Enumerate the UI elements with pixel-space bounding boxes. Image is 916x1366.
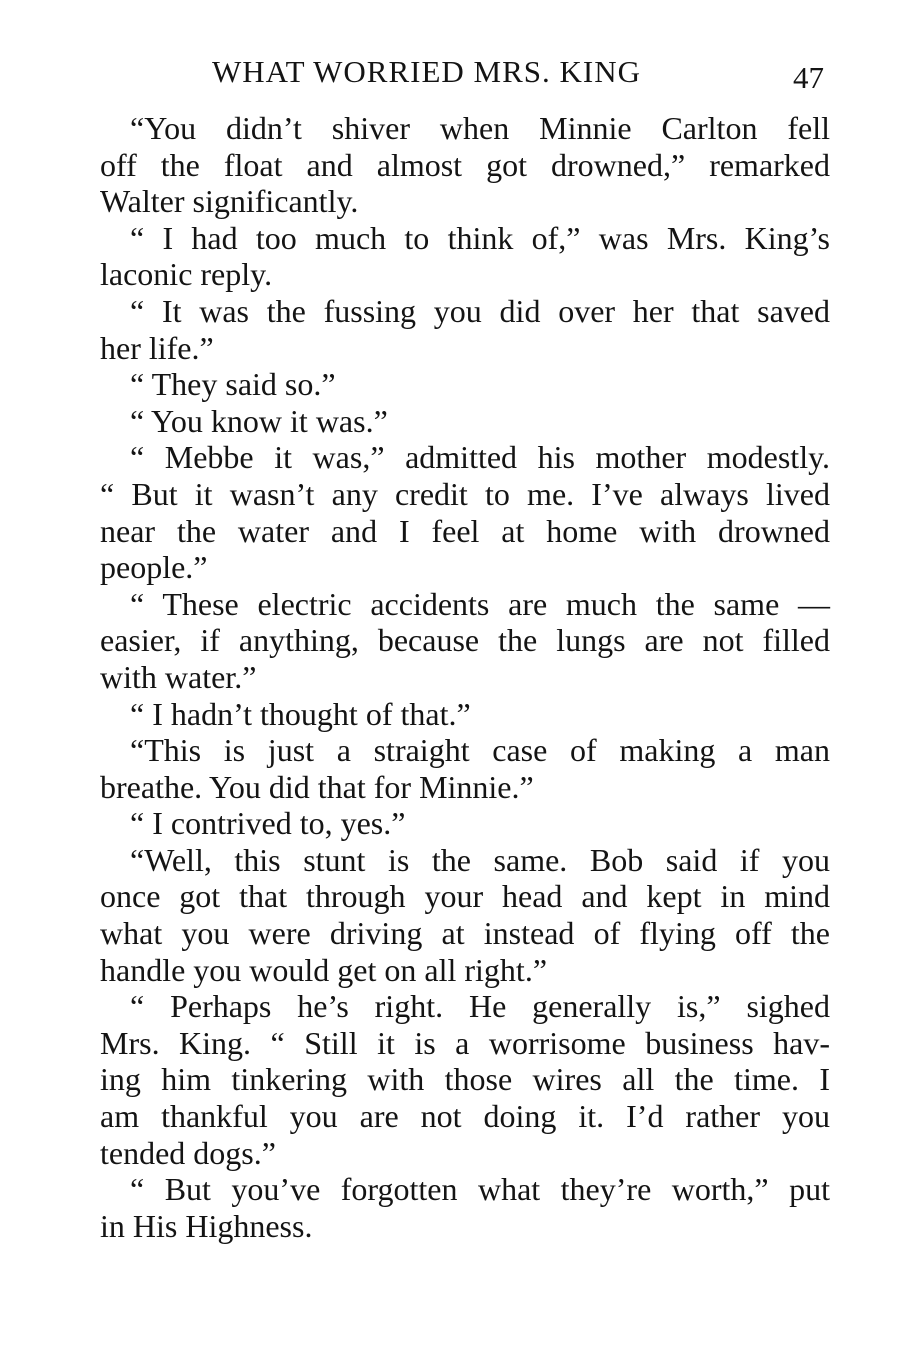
text-line: what you were driving at instead of flying off the: [100, 915, 830, 952]
text-line: breathe. You did that for Minnie.”: [100, 768, 534, 805]
page-number: 47: [793, 60, 824, 95]
text-line: people.”: [100, 549, 208, 586]
running-head: [100, 50, 830, 94]
body-text: [100, 110, 830, 1244]
text-line: “ I hadn’t thought of that.”: [130, 695, 471, 732]
text-line: “ But it wasn’t any credit to me. I’ve always lived: [100, 475, 830, 512]
text-line: “ They said so.”: [130, 366, 336, 403]
text-line: “ I contrived to, yes.”: [130, 805, 406, 842]
text-line: her life.”: [100, 329, 214, 366]
text-line: with water.”: [100, 658, 257, 695]
text-line: “ These electric accidents are much the same —: [130, 585, 830, 622]
text-line: “ But you’ve forgotten what they’re worth,” put: [130, 1171, 830, 1208]
text-line: Mrs. King. “ Still it is a worrisome business hav-: [100, 1024, 830, 1061]
text-line: am thankful you are not doing it. I’d rather you: [100, 1098, 830, 1135]
text-line: “This is just a straight case of making a man: [130, 732, 830, 769]
text-line: “ I had too much to think of,” was Mrs. King’s: [130, 219, 830, 256]
running-title: WHAT WORRIED MRS. KING: [212, 54, 642, 89]
text-line: in His Highness.: [100, 1207, 313, 1244]
text-line: once got that through your head and kept in mind: [100, 878, 830, 915]
text-line: off the float and almost got drowned,” remarked: [100, 146, 830, 183]
text-line: Walter significantly.: [100, 183, 359, 220]
text-line: easier, if anything, because the lungs are not filled: [100, 622, 830, 659]
text-line: ing him tinkering with those wires all the time. I: [100, 1061, 830, 1098]
text-line: “ You know it was.”: [130, 402, 388, 439]
text-line: near the water and I feel at home with drowned: [100, 512, 830, 549]
text-line: “ Mebbe it was,” admitted his mother modestly.: [130, 439, 830, 476]
text-line: “Well, this stunt is the same. Bob said if you: [130, 841, 830, 878]
text-line: laconic reply.: [100, 256, 273, 293]
text-line: “ Perhaps he’s right. He generally is,” sighed: [130, 988, 830, 1025]
text-line: handle you would get on all right.”: [100, 951, 548, 988]
text-line: “You didn’t shiver when Minnie Carlton fell: [130, 110, 830, 146]
text-line: tended dogs.”: [100, 1134, 276, 1171]
text-line: “ It was the fussing you did over her that saved: [130, 292, 830, 329]
